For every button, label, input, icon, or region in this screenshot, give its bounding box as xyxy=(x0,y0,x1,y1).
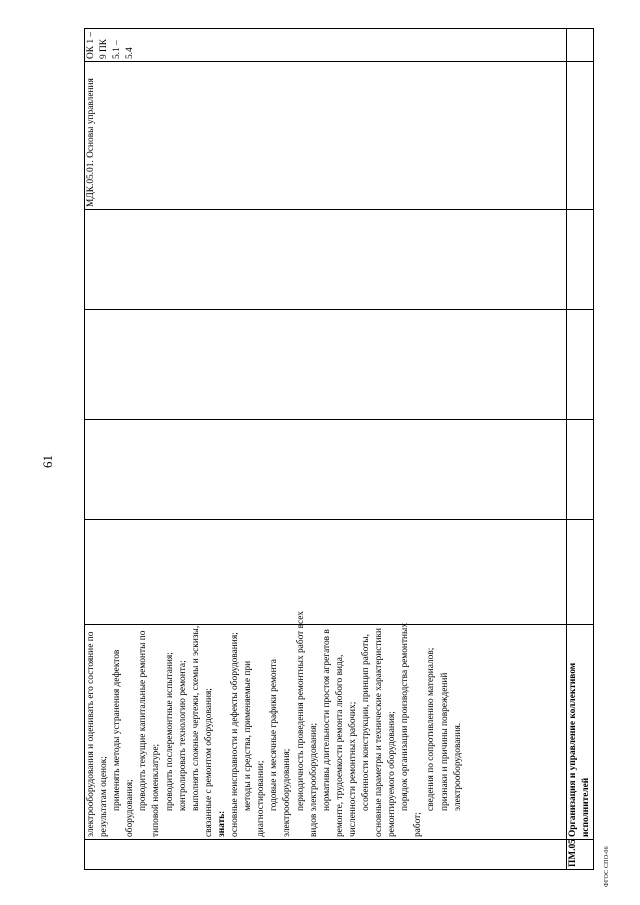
text-line: работ; xyxy=(413,812,424,837)
text-line: методы и средства, применяемые при xyxy=(243,660,254,811)
text-line: электрооборудования и оценивать его состояние по xyxy=(86,631,96,837)
text-line: сведения по сопротивлению материалов; xyxy=(426,647,437,811)
skills-knowledge-cell xyxy=(85,611,567,840)
text-line: порядок организации производства ремонтных xyxy=(400,622,411,811)
empty-cell xyxy=(566,210,593,310)
text-line: ремонте, трудоемкости ремонта любого вида, xyxy=(334,654,345,837)
footer-code: ФГОС СПО-06 xyxy=(604,846,610,887)
text-line: проводить послеремонтные испытания; xyxy=(164,652,175,811)
text-line: основные неисправности и дефекты оборудования; xyxy=(230,632,241,837)
text-line: применять методы устранения дефектов xyxy=(112,649,123,811)
text-line: оборудования; xyxy=(125,779,136,837)
module-title: Организация и управление коллективом исполнителей xyxy=(566,625,593,840)
empty-cell xyxy=(566,310,593,420)
empty-cell xyxy=(566,420,593,520)
text-line: проводить текущие капитальные ремонты по xyxy=(138,630,149,811)
text-line: электрооборудования; xyxy=(282,748,293,837)
text-line: периодичность проведения ремонтных работ всех xyxy=(295,611,306,811)
competencies-cell: ОК 1 – 9 ПК 5.1 – 5.4 xyxy=(85,29,567,62)
text-line: знать: xyxy=(216,810,227,837)
module-code: ПМ.05 xyxy=(566,840,593,870)
hours-class-cell xyxy=(85,420,567,520)
text-line: годовые и месячные графики ремонта xyxy=(269,659,280,811)
text-line: связанные с ремонтом оборудования; xyxy=(203,688,214,837)
skills-lines xyxy=(85,611,465,837)
empty-cell xyxy=(566,29,593,62)
table-row xyxy=(566,29,593,870)
text-line: численности ремонтных рабочих; xyxy=(347,701,358,837)
empty-cell xyxy=(566,520,593,625)
text-line: признаки и причины повреждений xyxy=(439,672,450,811)
text-line: основные параметры и технические характеристики xyxy=(374,627,385,837)
page-number: 61 xyxy=(40,455,55,468)
text-line: ремонтируемого оборудования; xyxy=(387,711,398,837)
hours-max-cell xyxy=(85,520,567,625)
empty-cell xyxy=(566,62,593,210)
table-row xyxy=(85,29,567,870)
text-line: выполнять сложные чертежи, схемы и эскизы, xyxy=(190,625,201,811)
discipline-cell: МДК.05.01. Основы управления xyxy=(85,62,567,210)
text-line: особенности конструкции, принцип работы, xyxy=(360,634,371,811)
text-line: нормативы длительности простоя агрегатов в xyxy=(321,629,332,811)
text-line: электрооборудования. xyxy=(452,722,463,811)
text-line: типовой номенклатуре; xyxy=(151,743,162,837)
text-line: видов электрооборудования; xyxy=(308,722,319,837)
curriculum-table xyxy=(84,28,594,870)
text-line: результатам оценок; xyxy=(99,756,110,837)
code-cell xyxy=(85,840,567,870)
text-line: контролировать технологию ремонта; xyxy=(177,660,188,811)
text-line: диагностировании; xyxy=(256,760,267,837)
empty-cell xyxy=(85,210,567,310)
empty-cell xyxy=(85,310,567,420)
